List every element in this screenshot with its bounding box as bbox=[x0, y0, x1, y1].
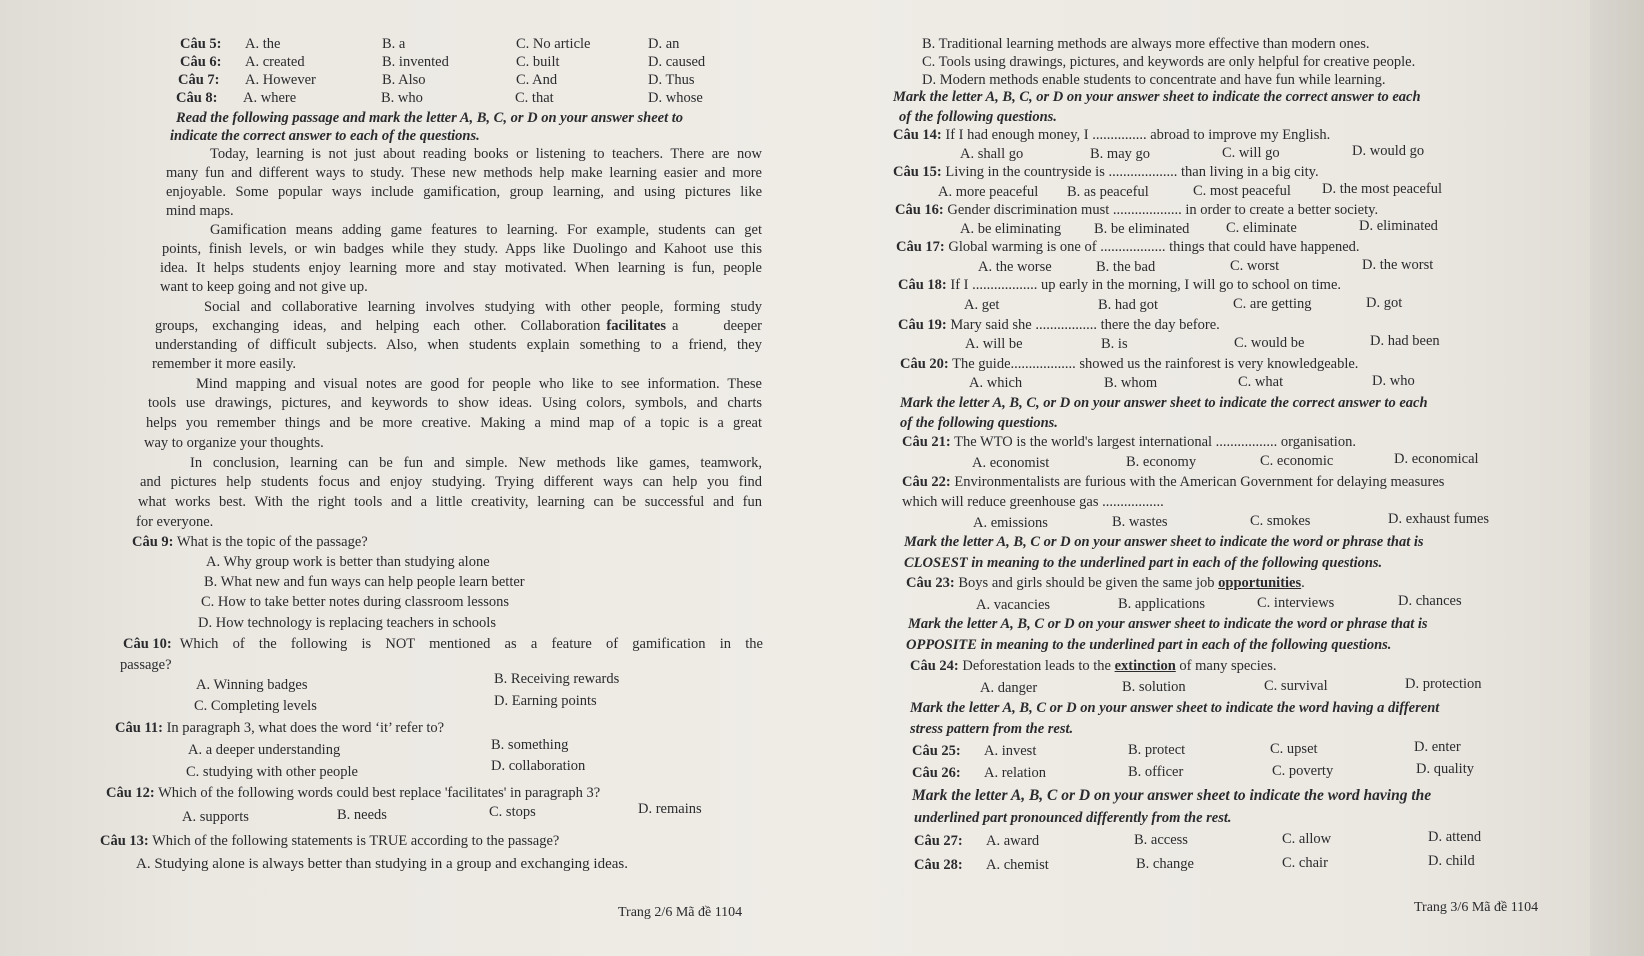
instruction: of the following questions. bbox=[900, 415, 1058, 431]
question-number: Câu 19: bbox=[898, 317, 947, 333]
option-a: A. invest bbox=[984, 743, 1037, 759]
option-a: A. chemist bbox=[986, 857, 1049, 873]
question-text: Global warming is one of .................. things that could have happened. bbox=[948, 239, 1360, 255]
option-c: C. eliminate bbox=[1226, 220, 1297, 236]
option-d: D. child bbox=[1428, 853, 1475, 869]
option-b: B. wastes bbox=[1112, 514, 1168, 530]
passage-line: mind maps. bbox=[166, 203, 234, 219]
option-a: A. However bbox=[245, 72, 316, 88]
option-c: C. would be bbox=[1234, 335, 1305, 351]
option-a: A. which bbox=[969, 375, 1023, 391]
question-number: Câu 25: bbox=[912, 743, 961, 759]
question-number: Câu 17: bbox=[896, 239, 945, 255]
option-b: B. solution bbox=[1122, 679, 1186, 695]
option-d: D. Thus bbox=[648, 72, 695, 88]
option-d: D. remains bbox=[638, 801, 702, 817]
option-b: B. needs bbox=[337, 807, 387, 823]
question-number: Câu 14: bbox=[893, 127, 942, 143]
question-11 bbox=[115, 719, 444, 737]
option-a: A. shall go bbox=[960, 146, 1024, 162]
question-text: In paragraph 3, what does the word ‘it’ refer to? bbox=[166, 720, 445, 736]
option-b: B. had got bbox=[1098, 297, 1159, 313]
question-number: Câu 26: bbox=[912, 765, 961, 781]
passage-text: groups, exchanging ideas, and helping each other. Collaboration bbox=[155, 318, 601, 334]
option-b: B. protect bbox=[1128, 742, 1186, 758]
instruction: Mark the letter A, B, C, or D on your answer sheet to indicate the correct answer to each bbox=[900, 395, 1428, 411]
option-c: C. built bbox=[516, 54, 560, 70]
question-number: Câu 20: bbox=[900, 356, 949, 372]
option-a: A. get bbox=[964, 297, 1000, 313]
passage-line bbox=[155, 317, 762, 335]
option-a: A. will be bbox=[965, 336, 1023, 352]
underlined-word: opportunities bbox=[1218, 575, 1302, 591]
option-d: D. the worst bbox=[1362, 257, 1434, 273]
option-d: D. attend bbox=[1428, 829, 1482, 845]
option-d: D. Earning points bbox=[494, 693, 597, 709]
instruction: Mark the letter A, B, C, or D on your answer sheet to indicate the correct answer to each bbox=[893, 89, 1421, 105]
option-a: A. emissions bbox=[973, 515, 1048, 531]
passage-line: Gamification means adding game features to learning. For example, students can get bbox=[210, 222, 762, 238]
option-a: A. be eliminating bbox=[960, 221, 1062, 237]
option-d: D. the most peaceful bbox=[1322, 181, 1442, 197]
question-number: Câu 24: bbox=[910, 658, 959, 674]
option-b: B. may go bbox=[1090, 146, 1151, 162]
option-d: D. protection bbox=[1405, 676, 1482, 692]
option-c: C. will go bbox=[1222, 145, 1280, 161]
option-a: A. the bbox=[245, 36, 281, 52]
passage-line: points, finish levels, or win badges while they study. Apps like Duolingo and Kahoot use this bbox=[162, 241, 762, 257]
question-number: Câu 22: bbox=[902, 474, 951, 490]
option-d: D. caused bbox=[648, 54, 706, 70]
question-text-end: of many species. bbox=[1179, 658, 1277, 674]
option-d: D. had been bbox=[1370, 333, 1440, 349]
question-number: Câu 15: bbox=[893, 164, 942, 180]
option-d: D. quality bbox=[1416, 761, 1474, 777]
option-b: B. officer bbox=[1128, 764, 1184, 780]
instruction: CLOSEST in meaning to the underlined part in each of the following questions. bbox=[904, 555, 1383, 571]
option-b: B. a bbox=[382, 36, 406, 52]
option-c: C. interviews bbox=[1257, 595, 1335, 611]
option-b: B. as peaceful bbox=[1067, 184, 1149, 200]
option-a: A. award bbox=[986, 833, 1040, 849]
option-b: B. who bbox=[381, 90, 423, 106]
option-c: C. are getting bbox=[1233, 296, 1312, 312]
target-word-facilitates: facilitates bbox=[606, 318, 666, 334]
option-c: C. And bbox=[516, 72, 558, 88]
option-a: A. Studying alone is always better than studying in a group and exchanging ideas. bbox=[136, 856, 628, 872]
option-c: C. most peaceful bbox=[1193, 183, 1291, 199]
question-text: Living in the countryside is ................... than living in a big city. bbox=[945, 164, 1319, 180]
option-d: D. an bbox=[648, 36, 680, 52]
question-21 bbox=[902, 433, 1356, 451]
passage-line: tools use drawings, pictures, and keywords to show ideas. Using colors, symbols, and charts bbox=[148, 395, 762, 411]
option-c: C. upset bbox=[1270, 741, 1318, 757]
option-d: D. Modern methods enable students to concentrate and have fun while learning. bbox=[922, 72, 1386, 88]
option-b: B. change bbox=[1136, 856, 1194, 872]
passage-line: understanding of difficult subjects. Also, when students explain something to a friend, they bbox=[155, 337, 762, 353]
option-c: C. Tools using drawings, pictures, and keywords are only helpful for creative people. bbox=[922, 54, 1416, 70]
option-b: B. is bbox=[1101, 336, 1128, 352]
question-14 bbox=[893, 126, 1330, 144]
option-c: C. that bbox=[515, 90, 554, 106]
option-c: C. worst bbox=[1230, 258, 1280, 274]
question-number: Câu 7: bbox=[178, 72, 220, 88]
question-text: Boys and girls should be given the same job bbox=[958, 575, 1215, 591]
question-number: Câu 27: bbox=[914, 833, 963, 849]
instruction: Mark the letter A, B, C or D on your answer sheet to indicate the word or phrase that is bbox=[904, 534, 1424, 550]
option-b: B. the bad bbox=[1096, 259, 1156, 275]
instruction: Mark the letter A, B, C or D on your answer sheet to indicate the word or phrase that is bbox=[908, 616, 1428, 632]
option-d: D. collaboration bbox=[491, 758, 586, 774]
question-text: What is the topic of the passage? bbox=[176, 534, 368, 550]
question-number: Câu 28: bbox=[914, 857, 963, 873]
option-b: B. economy bbox=[1126, 454, 1197, 470]
instruction-reading: Read the following passage and mark the letter A, B, C, or D on your answer sheet to bbox=[176, 110, 684, 126]
option-b: B. be eliminated bbox=[1094, 221, 1190, 237]
question-number: Câu 21: bbox=[902, 434, 951, 450]
question-24 bbox=[910, 657, 1276, 675]
option-a: A. danger bbox=[980, 680, 1038, 696]
option-d: D. got bbox=[1366, 295, 1403, 311]
passage-line: what works best. With the right tools and a little creativity, learning can be successful and fun bbox=[138, 494, 762, 510]
instruction: OPPOSITE in meaning to the underlined part in each of the following questions. bbox=[906, 637, 1392, 653]
question-15 bbox=[893, 163, 1319, 181]
option-a: A. Winning badges bbox=[196, 677, 308, 693]
option-b: B. access bbox=[1134, 832, 1188, 848]
option-a: A. Why group work is better than studying alone bbox=[206, 554, 490, 570]
option-d: D. eliminated bbox=[1359, 218, 1438, 234]
passage-line: In conclusion, learning can be fun and simple. New methods like games, teamwork, bbox=[190, 455, 762, 471]
option-a: A. the worse bbox=[978, 259, 1052, 275]
passage-line: Today, learning is not just about reading books or listening to teachers. There are now bbox=[210, 146, 762, 162]
option-c: C. what bbox=[1238, 374, 1284, 390]
option-a: A. more peaceful bbox=[938, 184, 1039, 200]
option-b: B. What new and fun ways can help people learn better bbox=[204, 574, 525, 590]
question-number: Câu 6: bbox=[180, 54, 222, 70]
option-d: D. economical bbox=[1394, 451, 1479, 467]
question-number: Câu 11: bbox=[115, 720, 163, 736]
question-number: Câu 16: bbox=[895, 202, 944, 218]
option-b: B. Receiving rewards bbox=[494, 671, 620, 687]
question-text-cont: passage? bbox=[120, 657, 172, 673]
question-text: If I had enough money, I ............... abroad to improve my English. bbox=[945, 127, 1331, 143]
passage-line: want to keep going and not give up. bbox=[160, 279, 368, 295]
option-d: D. whose bbox=[648, 90, 703, 106]
option-a: A. where bbox=[243, 90, 297, 106]
question-17 bbox=[896, 238, 1360, 256]
question-number: Câu 23: bbox=[906, 575, 955, 591]
option-d: D. chances bbox=[1398, 593, 1462, 609]
option-a: A. a deeper understanding bbox=[188, 742, 341, 758]
question-text: The guide.................. showed us the rainforest is very knowledgeable. bbox=[952, 356, 1359, 372]
option-d: D. would go bbox=[1352, 143, 1425, 159]
question-9 bbox=[132, 533, 368, 551]
instruction: underlined part pronounced differently from the rest. bbox=[914, 810, 1232, 826]
passage-line: remember it more easily. bbox=[152, 356, 297, 372]
question-text: Deforestation leads to the bbox=[962, 658, 1111, 674]
underlined-word: extinction bbox=[1114, 658, 1176, 674]
question-number: Câu 18: bbox=[898, 277, 947, 293]
instruction: of the following questions. bbox=[899, 109, 1057, 125]
option-b: B. Also bbox=[382, 72, 426, 88]
option-d: D. who bbox=[1372, 373, 1415, 389]
option-b: B. Traditional learning methods are always more effective than modern ones. bbox=[922, 36, 1370, 52]
option-c: C. No article bbox=[516, 36, 591, 52]
question-text: Which of the following is NOT mentioned as a feature of gamification in the bbox=[179, 636, 763, 652]
passage-line: and pictures help students focus and enjoy studying. Trying different ways can help you find bbox=[140, 474, 762, 490]
option-a: A. created bbox=[245, 54, 305, 70]
question-13 bbox=[100, 832, 559, 850]
question-12 bbox=[106, 784, 600, 802]
question-text: If I .................. up early in the morning, I will go to school on time. bbox=[950, 277, 1342, 293]
option-c: C. How to take better notes during classroom lessons bbox=[201, 594, 510, 610]
question-number: Câu 8: bbox=[176, 90, 218, 106]
passage-line: idea. It helps students enjoy learning more and stay motivated. When learning is fun, people bbox=[160, 260, 762, 276]
option-b: B. applications bbox=[1118, 596, 1205, 612]
question-22 bbox=[902, 473, 1444, 491]
option-c: C. allow bbox=[1282, 831, 1332, 847]
instruction: stress pattern from the rest. bbox=[910, 721, 1074, 737]
option-c: C. studying with other people bbox=[186, 764, 358, 780]
option-c: C. smokes bbox=[1250, 513, 1311, 529]
question-text: Gender discrimination must ................... in order to create a better society. bbox=[947, 202, 1379, 218]
option-a: A. supports bbox=[182, 809, 249, 825]
instruction: Mark the letter A, B, C or D on your answer sheet to indicate the word having a different bbox=[910, 700, 1440, 716]
question-number: Câu 12: bbox=[106, 785, 155, 801]
page-footer: Trang 2/6 Mã đề 1104 bbox=[618, 905, 743, 920]
passage-line: Social and collaborative learning involves studying with other people, forming study bbox=[204, 299, 762, 315]
option-d: D. How technology is replacing teachers in schools bbox=[198, 615, 496, 631]
option-a: A. relation bbox=[984, 765, 1047, 781]
question-10 bbox=[123, 635, 763, 653]
question-text: Mary said she ................. there the day before. bbox=[950, 317, 1220, 333]
passage-text: a deeper bbox=[672, 318, 762, 334]
option-d: D. exhaust fumes bbox=[1388, 511, 1490, 527]
passage-line: Mind mapping and visual notes are good for people who like to see information. These bbox=[196, 376, 762, 392]
option-c: C. chair bbox=[1282, 855, 1328, 871]
question-20 bbox=[900, 355, 1358, 373]
option-d: D. enter bbox=[1414, 739, 1461, 755]
page-edge-shadow bbox=[1590, 0, 1644, 956]
question-number: Câu 9: bbox=[132, 534, 174, 550]
option-c: C. economic bbox=[1260, 453, 1334, 469]
option-b: B. something bbox=[491, 737, 569, 753]
passage-line: many fun and different ways to study. These new methods help make learning easier and more bbox=[166, 165, 762, 181]
passage-line: for everyone. bbox=[136, 514, 214, 530]
option-a: A. vacancies bbox=[976, 597, 1051, 613]
question-number: Câu 10: bbox=[123, 636, 172, 652]
instruction: Mark the letter A, B, C or D on your answer sheet to indicate the word having the bbox=[912, 787, 1432, 804]
passage-line: way to organize your thoughts. bbox=[144, 435, 324, 451]
question-text: Which of the following statements is TRUE according to the passage? bbox=[152, 833, 560, 849]
question-text: Environmentalists are furious with the American Government for delaying measures bbox=[954, 474, 1445, 490]
passage-line: enjoyable. Some popular ways include gamification, group learning, and using pictures like bbox=[166, 184, 762, 200]
option-c: C. Completing levels bbox=[194, 698, 317, 714]
page-footer: Trang 3/6 Mã đề 1104 bbox=[1414, 900, 1539, 915]
question-19 bbox=[898, 316, 1220, 334]
question-number: Câu 13: bbox=[100, 833, 149, 849]
question-18 bbox=[898, 276, 1341, 294]
option-a: A. economist bbox=[972, 455, 1050, 471]
instruction-reading: indicate the correct answer to each of the questions. bbox=[170, 128, 480, 144]
passage-line: helps you remember things and be more creative. Making a mind map of a topic is a great bbox=[146, 415, 762, 431]
option-c: C. poverty bbox=[1272, 763, 1334, 779]
option-b: B. whom bbox=[1104, 375, 1158, 391]
question-text: Which of the following words could best replace 'facilitates' in paragraph 3? bbox=[158, 785, 601, 801]
question-16 bbox=[895, 201, 1378, 219]
question-number: Câu 5: bbox=[180, 36, 222, 52]
option-b: B. invented bbox=[382, 54, 449, 70]
option-c: C. survival bbox=[1264, 678, 1328, 694]
question-23: Câu 23: Boys and girls should be given the same job opportunities. bbox=[906, 575, 1305, 591]
option-c: C. stops bbox=[489, 804, 536, 820]
question-text: The WTO is the world's largest international ................. organisation. bbox=[954, 434, 1356, 450]
question-text-cont: which will reduce greenhouse gas ................. bbox=[902, 494, 1164, 510]
